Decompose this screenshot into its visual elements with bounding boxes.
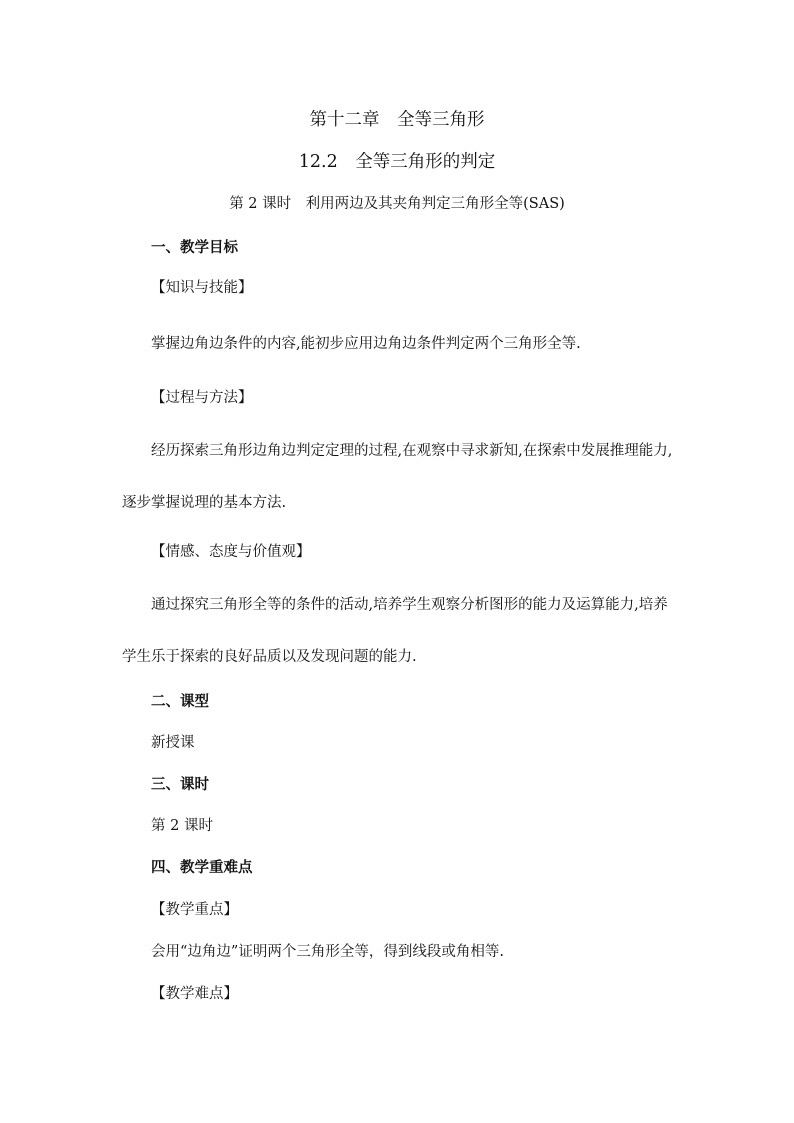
label-difficult-points: 【教学难点】 [151,986,238,1002]
heading-key-difficult-points: 四、教学重难点 [151,860,253,876]
text-emotion-values: 通过探究三角形全等的条件的活动,培养学生观察分析图形的能力及运算能力,培养学生乐于探索的良好品质以及发现问题的能力. [122,597,668,665]
text-class-hours: 第 2 课时 [151,818,213,834]
label-knowledge-skills: 【知识与技能】 [151,280,253,296]
text-lesson-type: 新授课 [151,735,195,751]
heading-lesson-type: 二、课型 [151,694,209,710]
chapter-title: 第十二章 全等三角形 [309,110,485,130]
heading-class-hours: 三、课时 [151,777,209,793]
heading-teaching-objectives: 一、教学目标 [151,240,238,256]
label-key-points: 【教学重点】 [151,902,238,918]
text-knowledge-skills: 掌握边角边条件的内容,能初步应用边角边条件判定两个三角形全等. [151,336,581,352]
section-title: 12.2 全等三角形的判定 [298,152,496,172]
text-key-points: 会用“边角边”证明两个三角形全等，得到线段或角相等. [151,944,504,960]
label-emotion-values: 【情感、态度与价值观】 [151,544,311,560]
lesson-title: 第 2 课时 利用两边及其夹角判定三角形全等(SAS) [229,196,565,212]
label-process-methods: 【过程与方法】 [151,390,253,406]
text-process-methods: 经历探索三角形边角边判定定理的过程,在观察中寻求新知,在探索中发展推理能力,逐步掌握说理的基本方法. [122,443,673,511]
